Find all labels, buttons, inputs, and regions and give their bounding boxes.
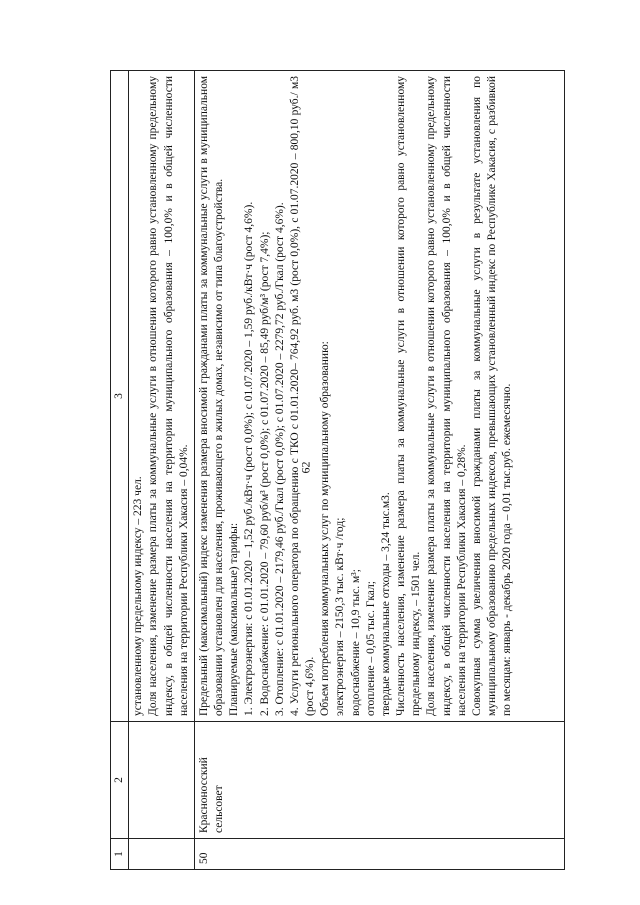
- header-col-1: 1: [111, 839, 129, 870]
- rotated-table-page: [110, 70, 565, 870]
- row-50-num: 50: [194, 839, 564, 870]
- text-line: твердые коммунальные отходы – 3,24 тыс.м3.: [379, 492, 392, 716]
- text-line: отопление – 0,05 тыс. Гкал;: [364, 581, 377, 716]
- page-number: 62: [298, 461, 313, 474]
- text-line: установленному предельному индексу – 223 чел.: [132, 476, 145, 716]
- text-line: 4. Услуги регионального оператора по обращению с ТКО с 01.01.2020– 764,92 руб. м3 (рост 0,0%), с 01.07.2020 – 800,10 руб./ м3 (рост 4,6%).: [288, 76, 317, 716]
- tariff-table: [110, 70, 565, 870]
- text-line: 1. Электроэнергия: с 01.01.2020 – 1,52 руб./кВт·ч (рост 0,0%); с 01.07.2020 – 1,59 руб./кВт·ч (рост 4,6%).: [243, 201, 256, 716]
- text-line: 3. Отопление: с 01.01.2020 – 2179,46 руб./Гкал (рост 0,0%); с 01.07.2020 – 2279,72 руб./Гкал (рост 4,6%).: [273, 202, 286, 716]
- text-line: 2. Водоснабжение: с 01.01.2020 – 79,60 руб/м³ (рост 0,0%); с 01.07.2020 – 85,49 руб/м³ (рост 7,4%);: [258, 231, 271, 716]
- header-col-3: 3: [111, 71, 129, 722]
- text-line: Предельный (максимальный) индекс изменения размера вносимой гражданами платы за коммунальные услуги в муниципальном образовании установлен для населения, проживающего в жилых домах, независимо от типа благоустройства.: [197, 76, 226, 716]
- row-50-text: [194, 71, 564, 722]
- row-prev-num: [129, 839, 195, 870]
- text-line: водоснабжение – 10,9 тыс. м³;: [349, 569, 362, 716]
- row-prev-name: [129, 722, 195, 839]
- text-line: Доля населения, изменение размера платы за коммунальные услуги в отношении которого равно установленному предельному индексу, в общей численности населения на территории муниципального образования – 100,0% и в общей численности населения на территории Республики Хакасия – 0,04%.: [147, 76, 190, 716]
- row-prev-text: [129, 71, 195, 722]
- text-line: Объем потребления коммунальных услуг по муниципальному образованию:: [319, 341, 332, 716]
- header-col-2: 2: [111, 722, 129, 839]
- text-line: Доля населения, изменение размера платы за коммунальные услуги в отношении которого равно установленному предельному индексу, в общей численности населения на территории муниципального образования – 100,0% и в общей численности населения на территории Республики Хакасия – 0,28%.: [425, 76, 468, 716]
- row-50-name: Красноносский сельсовет: [194, 722, 564, 839]
- text-line: Планируемые (максимальные) тарифы:: [228, 522, 241, 716]
- text-line: Совокупная сумма увеличения вносимой гражданами платы за коммунальные услуги в результате установления по муниципальному образованию предельных индексов, превышающих установленный индекс по Республике Хакасия, с разбивкой по месяцам: январь - декабрь 2020 года – 0,01 тыс.руб. ежемесячно.: [470, 76, 514, 716]
- text-line: Численность населения, изменение размера платы за коммунальные услуги в отношении которого равно установленному предельному индексу, – 1501 чел.: [395, 76, 423, 716]
- header-row: [111, 71, 129, 870]
- table-row-prev: [129, 71, 195, 870]
- table-row-50: [194, 71, 564, 870]
- text-line: электроэнергия – 2150,3 тыс. кВт·ч /год;: [334, 517, 347, 716]
